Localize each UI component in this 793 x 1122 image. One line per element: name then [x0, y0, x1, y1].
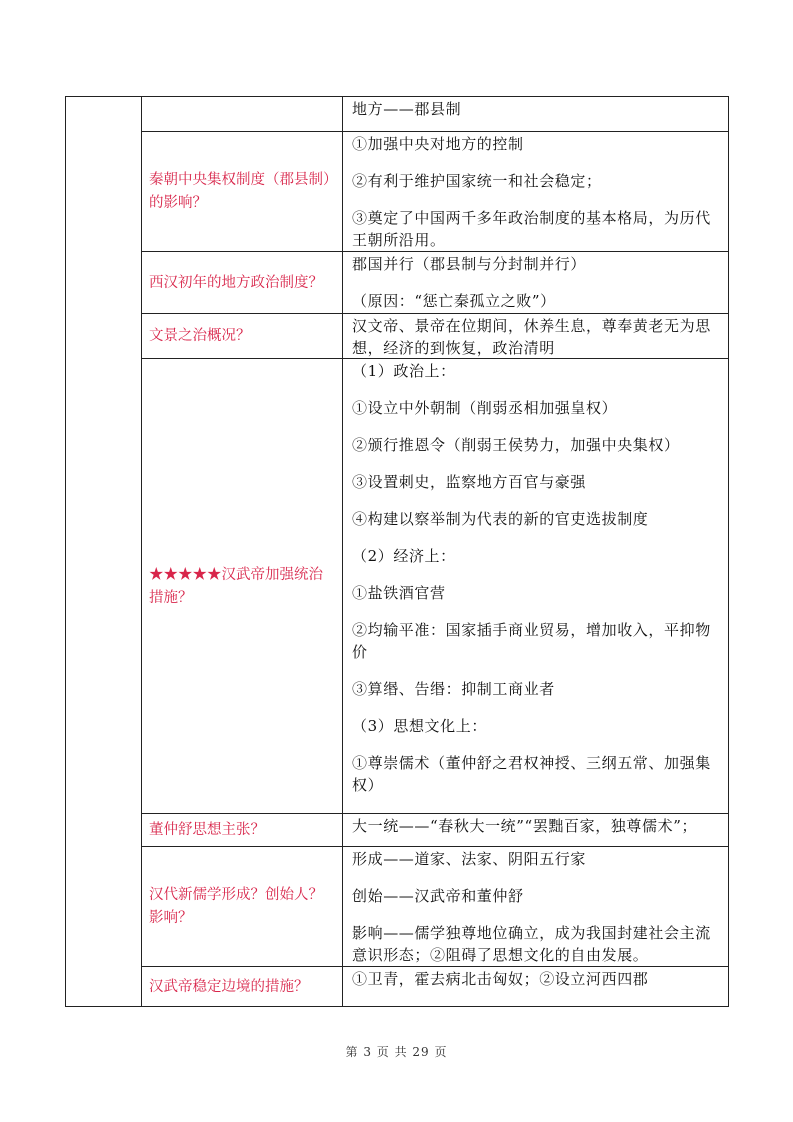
answer-line: ①尊崇儒术（董仲舒之君权神授、三纲五常、加强集权）: [352, 754, 711, 794]
question-cell: [141, 132, 341, 252]
table-row: [141, 251, 728, 314]
answer-cell: [342, 132, 728, 252]
answer-line: ③算缗、告缗：抑制工商业者: [352, 680, 555, 698]
table-row: [141, 97, 728, 131]
answer-line: ①加强中央对地方的控制: [352, 135, 524, 153]
answer-line: 地方——郡县制: [352, 100, 462, 118]
question-text: 文景之治概况？: [149, 328, 251, 344]
answer-line: （1）政治上：: [352, 362, 456, 380]
page-number: 第 3 页 共 29 页: [345, 1045, 448, 1059]
table-row: [141, 358, 728, 814]
answer-line: （2）经济上：: [352, 547, 456, 565]
question-text: 西汉初年的地方政治制度？: [149, 274, 323, 291]
answer-line: 郡国并行（郡县制与分封制并行）: [352, 255, 587, 273]
question-cell: [141, 314, 341, 359]
question-text: 董仲舒思想主张？: [149, 822, 265, 838]
table-row: [141, 846, 728, 967]
table-row: [141, 966, 728, 1008]
answer-line: ②均输平准：国家插手商业贸易，增加收入，平抑物价: [352, 621, 711, 661]
answer-cell: [342, 847, 728, 967]
answer-cell: [342, 814, 728, 847]
answer-line: ①盐铁酒官营: [352, 584, 446, 602]
table-row: [141, 313, 728, 359]
answer-line: ③奠定了中国两千多年政治制度的基本格局，为历代王朝所沿用。: [352, 209, 711, 249]
question-text: 汉代新儒学形成？创始人？影响？: [149, 887, 323, 926]
question-text: 秦朝中央集权制度（郡县制）的影响？: [149, 172, 331, 211]
question-text: 汉武帝稳定边境的措施？: [149, 979, 309, 995]
question-cell: [141, 359, 341, 814]
question-cell: [141, 252, 341, 314]
question-text: ★★★★★汉武帝加强统治措施？: [149, 566, 323, 606]
answer-line: ③设置刺史，监察地方百官与豪强: [352, 473, 587, 491]
question-cell: [141, 814, 341, 847]
answer-line: 形成——道家、法家、阴阳五行家: [352, 850, 587, 868]
answer-line: 汉文帝、景帝在位期间，休养生息，尊奉黄老无为思想，经济的到恢复，政治清明: [352, 317, 711, 357]
answer-cell: [342, 359, 728, 814]
answer-line: ①卫青，霍去病北击匈奴；②设立河西四郡: [352, 970, 649, 988]
answer-line: （原因：“惩亡秦孤立之败”）: [352, 292, 556, 310]
question-cell: [141, 97, 341, 131]
answer-line: 影响——儒学独尊地位确立，成为我国封建社会主流意识形态；②阻碍了思想文化的自由发展。: [352, 924, 711, 964]
answer-line: ②有利于维护国家统一和社会稳定；: [352, 172, 602, 190]
answer-cell: [342, 967, 728, 1008]
table-row: [141, 813, 728, 847]
table-row: [141, 131, 728, 252]
answer-line: 创始——汉武帝和董仲舒: [352, 887, 524, 905]
answer-line: （3）思想文化上：: [352, 717, 487, 735]
question-cell: [141, 967, 341, 1008]
answer-cell: [342, 314, 728, 359]
answer-line: ④构建以察举制为代表的新的官吏选拔制度: [352, 510, 649, 528]
notes-table: [65, 96, 729, 1007]
answer-line: ②颁行推恩令（削弱王侯势力，加强中央集权）: [352, 436, 680, 454]
answer-line: ①设立中外朝制（削弱丞相加强皇权）: [352, 399, 618, 417]
answer-cell: [342, 97, 728, 131]
answer-line: 大一统——“春秋大一统”“罢黜百家，独尊儒术”；: [352, 817, 698, 835]
question-cell: [141, 847, 341, 967]
answer-cell: [342, 252, 728, 314]
